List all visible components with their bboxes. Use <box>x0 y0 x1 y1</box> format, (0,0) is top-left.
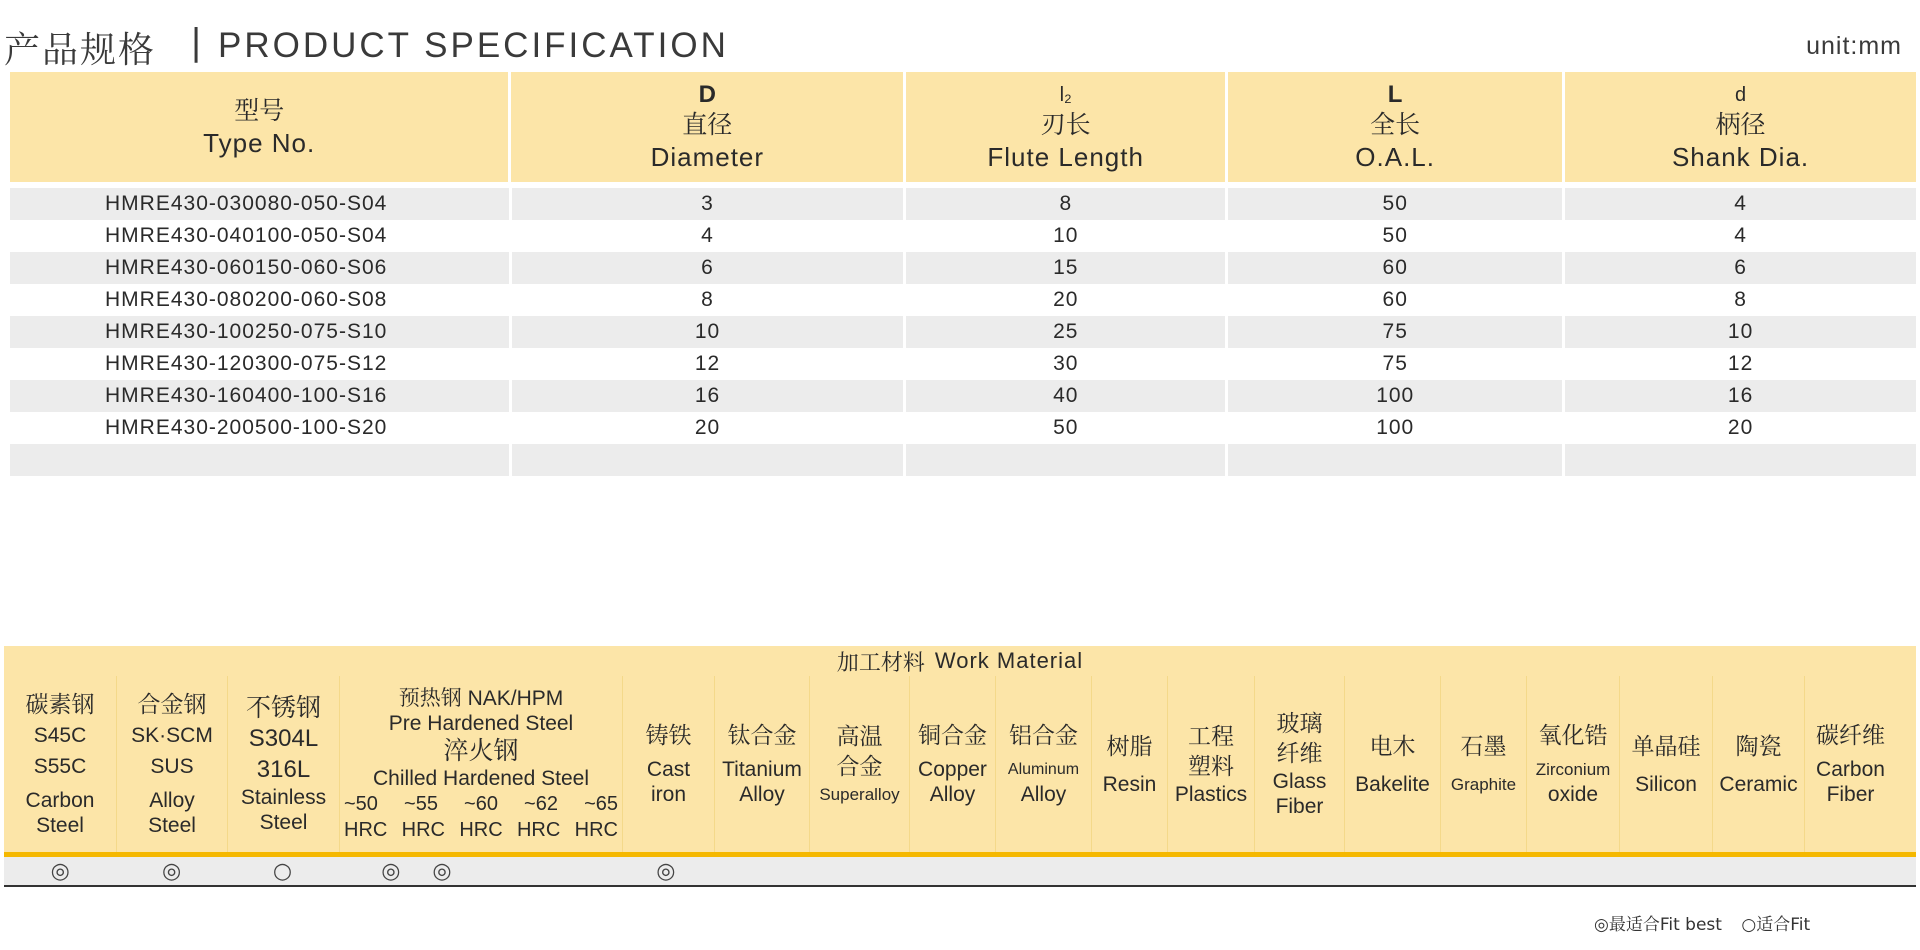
hrc-range: ~62 <box>524 792 558 815</box>
material-en: Graphite <box>1450 774 1517 794</box>
page-title-en: PRODUCT SPECIFICATION <box>218 26 729 65</box>
table-row <box>10 188 1916 220</box>
cell-shank <box>1565 444 1916 476</box>
material-cn: 合金 <box>836 753 883 780</box>
col-type-cn: 型号 <box>234 96 285 125</box>
table-row <box>10 412 1916 444</box>
col-oal-en: O.A.L. <box>1355 142 1435 172</box>
spec-table-header <box>10 72 1916 182</box>
cell-type: HMRE430-160400-100-S16 <box>10 380 509 412</box>
col-shank-en: Shank Dia. <box>1671 142 1810 172</box>
material-en: Carbon <box>1816 758 1885 781</box>
table-row <box>10 316 1916 348</box>
cell-diameter: 16 <box>512 380 904 412</box>
mark-hardened-steel <box>338 857 620 885</box>
material-cn: 碳素钢 <box>25 692 95 718</box>
mark-alloy-steel: ◎ <box>161 858 182 884</box>
cell-diameter: 3 <box>512 188 904 220</box>
material-cn: 工程 <box>1188 723 1234 750</box>
table-row <box>10 284 1916 316</box>
material-cn: 石墨 <box>1460 733 1507 760</box>
material-silicon <box>1620 676 1713 852</box>
material-grade: SUS <box>150 755 194 778</box>
spec-table <box>10 72 1916 476</box>
suitability-row <box>4 857 1916 887</box>
work-material-title <box>4 646 1916 676</box>
table-row <box>10 380 1916 412</box>
table-row <box>10 348 1916 380</box>
legend-fit-best: ◎最适合Fit best <box>1594 915 1722 935</box>
material-grade: SK·SCM <box>131 724 213 747</box>
material-cn: 铸铁 <box>645 723 692 749</box>
material-cn: 电木 <box>1369 733 1416 760</box>
material-cn: 钛合金 <box>727 723 797 749</box>
hrc-unit: HRC <box>344 818 388 841</box>
material-en: Titanium <box>722 758 802 781</box>
material-en: Aluminum <box>1007 761 1080 778</box>
cell-type: HMRE430-060150-060-S06 <box>10 252 509 284</box>
col-diameter-symbol: D <box>698 81 716 108</box>
work-material-title-cn: 加工材料 <box>836 650 925 676</box>
hrc-unit: HRC <box>516 818 561 841</box>
col-flute-symbol: l₂ <box>1059 84 1072 106</box>
material-cn: 铜合金 <box>918 723 987 749</box>
material-en: Bakelite <box>1355 772 1430 796</box>
mark-others-empty <box>712 857 1916 885</box>
material-cn: 陶瓷 <box>1735 733 1782 760</box>
cell-shank: 16 <box>1565 380 1916 412</box>
material-en: Carbon <box>25 789 95 812</box>
page-header <box>4 18 1916 71</box>
cell-shank: 4 <box>1565 188 1916 220</box>
cell-type: HMRE430-100250-075-S10 <box>10 316 509 348</box>
cell-oal: 75 <box>1228 348 1562 380</box>
cell-shank: 6 <box>1565 252 1916 284</box>
material-cn: 预热钢 NAK/HPM <box>398 686 564 710</box>
cell-oal: 100 <box>1228 412 1562 444</box>
material-stainless-steel <box>228 676 340 852</box>
cell-shank: 12 <box>1565 348 1916 380</box>
table-row <box>10 220 1916 252</box>
col-oal-symbol: L <box>1387 81 1403 108</box>
cell-oal: 75 <box>1228 316 1562 348</box>
material-glass-fiber <box>1255 676 1345 852</box>
material-cn: 淬火钢 <box>443 735 519 765</box>
cell-diameter: 8 <box>512 284 904 316</box>
material-en: Steel <box>36 814 84 837</box>
col-flute-cn: 刃长 <box>1040 110 1091 139</box>
cell-shank: 20 <box>1565 412 1916 444</box>
work-material-columns <box>4 676 1916 852</box>
spec-table-body <box>10 188 1916 476</box>
material-grade: S55C <box>33 755 87 778</box>
material-cn: 碳纤维 <box>1816 723 1885 749</box>
material-cn: 氧化锆 <box>1538 723 1608 749</box>
material-en: Chilled Hardened Steel <box>373 766 589 790</box>
material-en: oxide <box>1547 783 1599 806</box>
material-en: Zirconium <box>1535 760 1611 779</box>
cell-flute-length: 20 <box>906 284 1225 316</box>
cell-type: HMRE430-200500-100-S20 <box>10 412 509 444</box>
col-flute-en: Flute Length <box>987 142 1144 172</box>
cell-flute-length: 15 <box>906 252 1225 284</box>
material-en: Fiber <box>1275 795 1324 818</box>
material-cn: 树脂 <box>1106 733 1153 760</box>
material-cn: 铝合金 <box>1009 723 1078 749</box>
cell-shank: 10 <box>1565 316 1916 348</box>
material-superalloy <box>810 676 910 852</box>
col-header-diameter <box>511 72 903 182</box>
col-diameter-en: Diameter <box>650 142 765 172</box>
material-cn: 高温 <box>836 723 883 750</box>
cell-type <box>10 444 509 476</box>
material-alloy-steel <box>117 676 228 852</box>
material-titanium-alloy <box>715 676 810 852</box>
material-en: Alloy <box>739 783 785 806</box>
work-material-table <box>4 646 1916 887</box>
unit-label: unit:mm <box>1806 32 1902 60</box>
material-hardened-steel <box>340 676 623 852</box>
material-en: Alloy <box>149 789 195 812</box>
material-bakelite <box>1345 676 1441 852</box>
work-material-title-en: Work Material <box>934 648 1084 673</box>
cell-shank: 8 <box>1565 284 1916 316</box>
cell-diameter <box>512 444 904 476</box>
material-en: Copper <box>918 758 987 781</box>
cell-oal: 50 <box>1228 188 1562 220</box>
mark-hrc50: ◎ <box>381 858 401 884</box>
material-en: Plastics <box>1174 782 1248 806</box>
hrc-range: ~65 <box>584 792 618 815</box>
cell-type: HMRE430-030080-050-S04 <box>10 188 509 220</box>
cell-diameter: 6 <box>512 252 904 284</box>
hrc-unit: HRC <box>574 818 618 841</box>
material-aluminum-alloy <box>996 676 1092 852</box>
legend <box>1594 910 1824 935</box>
material-en: Superalloy <box>819 784 900 804</box>
cell-oal: 50 <box>1228 220 1562 252</box>
legend-fit: ○适合Fit <box>1741 915 1811 935</box>
material-cn: 单晶硅 <box>1631 733 1701 760</box>
table-row <box>10 252 1916 284</box>
hrc-range: ~60 <box>464 792 498 815</box>
col-oal-cn: 全长 <box>1370 110 1421 139</box>
hrc-ranges <box>340 791 622 817</box>
page-title-cn: 产品规格 <box>4 30 157 71</box>
cell-shank: 4 <box>1565 220 1916 252</box>
cell-oal <box>1228 444 1562 476</box>
cell-oal: 60 <box>1228 284 1562 316</box>
cell-diameter: 10 <box>512 316 904 348</box>
material-en: Pre Hardened Steel <box>388 711 574 735</box>
material-en: Cast <box>646 758 691 781</box>
col-header-flute-length <box>906 72 1225 182</box>
material-en: Alloy <box>929 783 976 806</box>
col-diameter-cn: 直径 <box>682 110 733 139</box>
material-cn: 不锈钢 <box>245 693 321 722</box>
cell-flute-length <box>906 444 1225 476</box>
cell-oal: 60 <box>1228 252 1562 284</box>
material-carbon-steel <box>4 676 117 852</box>
material-en: iron <box>650 783 687 806</box>
hrc-unit: HRC <box>459 818 503 841</box>
material-zirconium-oxide <box>1527 676 1620 852</box>
mark-carbon-steel: ◎ <box>50 858 70 884</box>
material-cn: 玻璃 <box>1276 711 1323 737</box>
col-header-type <box>10 72 508 182</box>
material-plastics <box>1168 676 1255 852</box>
col-shank-cn: 柄径 <box>1715 110 1766 139</box>
col-header-shank <box>1565 72 1916 182</box>
cell-type: HMRE430-120300-075-S12 <box>10 348 509 380</box>
col-shank-symbol: d <box>1734 84 1747 106</box>
material-en: Steel <box>259 811 308 834</box>
title-separator: | <box>190 22 203 63</box>
material-en: Ceramic <box>1719 772 1798 796</box>
cell-flute-length: 50 <box>906 412 1225 444</box>
hrc-range: ~55 <box>404 792 438 815</box>
hrc-units <box>340 817 622 843</box>
cell-diameter: 20 <box>512 412 904 444</box>
cell-flute-length: 8 <box>906 188 1225 220</box>
material-cn: 合金钢 <box>137 692 207 718</box>
col-type-en: Type No. <box>203 128 316 158</box>
material-grade: S45C <box>33 724 87 747</box>
material-en: Fiber <box>1826 783 1875 806</box>
mark-hrc55: ◎ <box>432 858 452 884</box>
material-en: Alloy <box>1020 783 1067 806</box>
cell-flute-length: 40 <box>906 380 1225 412</box>
material-en: Steel <box>148 814 196 837</box>
cell-flute-length: 25 <box>906 316 1225 348</box>
material-graphite <box>1441 676 1527 852</box>
material-cn: 纤维 <box>1276 741 1323 767</box>
material-ceramic <box>1713 676 1805 852</box>
material-cast-iron <box>623 676 715 852</box>
cell-flute-length: 10 <box>906 220 1225 252</box>
mark-stainless-steel: ○ <box>272 858 293 884</box>
material-carbon-fiber <box>1805 676 1896 852</box>
cell-flute-length: 30 <box>906 348 1225 380</box>
material-grade: 316L <box>256 756 311 783</box>
hrc-unit: HRC <box>401 818 445 841</box>
material-grade: S304L <box>248 725 319 752</box>
material-resin <box>1092 676 1168 852</box>
material-en: Stainless <box>240 786 327 809</box>
hrc-range: ~50 <box>344 792 378 815</box>
cell-diameter: 12 <box>512 348 904 380</box>
mark-cast-iron: ◎ <box>656 858 676 884</box>
material-en: Resin <box>1102 772 1157 796</box>
cell-type: HMRE430-040100-050-S04 <box>10 220 509 252</box>
cell-oal: 100 <box>1228 380 1562 412</box>
material-cn: 塑料 <box>1188 753 1234 780</box>
cell-diameter: 4 <box>512 220 904 252</box>
material-copper-alloy <box>910 676 996 852</box>
material-en: Silicon <box>1635 772 1697 796</box>
material-en: Glass <box>1272 770 1327 793</box>
table-row-empty <box>10 444 1916 476</box>
col-header-oal <box>1228 72 1562 182</box>
cell-type: HMRE430-080200-060-S08 <box>10 284 509 316</box>
